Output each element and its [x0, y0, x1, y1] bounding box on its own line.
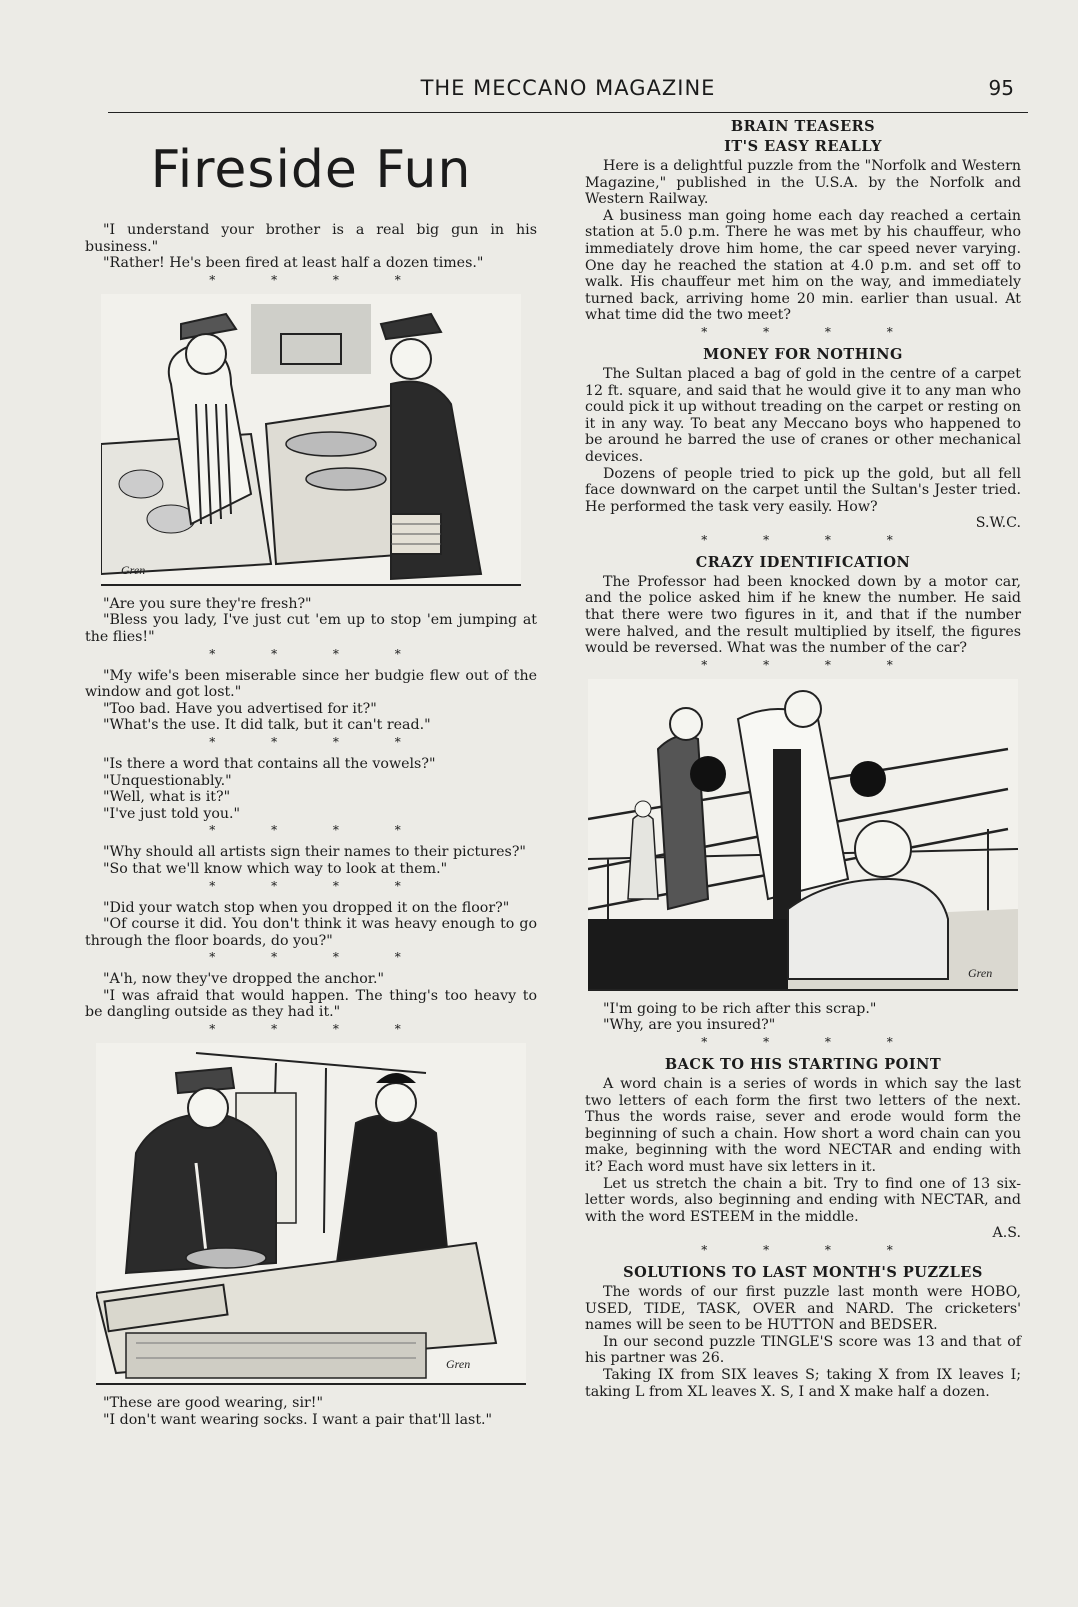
puzzle-title: SOLUTIONS TO LAST MONTH'S PUZZLES	[623, 1263, 983, 1281]
joke-line: "Too bad. Have you advertised for it?"	[103, 700, 377, 717]
puzzle-title: CRAZY IDENTIFICATION	[695, 553, 911, 571]
joke-line: "A'h, now they've dropped the anchor."	[103, 971, 385, 988]
puzzle-signature: A.S.	[992, 1225, 1021, 1242]
puzzle-text: Dozens of people tried to pick up the gold, but all fell face downward on the carpet until the Sultan's Jester tried. He performed the task very easily. How?	[585, 465, 1021, 515]
joke-line: "So that we'll know which way to look at them."	[103, 860, 448, 877]
joke-line: "These are good wearing, sir!"	[103, 1395, 323, 1412]
cartoon-signature: Gren	[446, 1357, 471, 1372]
page-header	[108, 74, 1028, 113]
joke-line: "I've just told you."	[103, 805, 241, 822]
joke-line: "Why, are you insured?"	[603, 1017, 776, 1034]
joke-line: "Bless you lady, I've just cut 'em up to stop 'em jumping at the flies!"	[85, 612, 537, 645]
section-heading: BRAIN TEASERS	[730, 118, 876, 135]
magazine-title: THE MECCANO MAGAZINE	[420, 76, 716, 100]
joke-line: "I'm going to be rich after this scrap."	[603, 1000, 877, 1017]
puzzle-text: The Sultan placed a bag of gold in the centre of a carpet 12 ft. square, and said that he would give it to any man who could pick it up without treading on the carpet or resting on it in any way. To beat any Meccano boys who happened to be around he barred the use of cranes or other mechanical devices.	[585, 365, 1021, 465]
cartoon-shop-counter	[96, 1043, 526, 1385]
solution-text: The words of our first puzzle last month were HOBO, USED, TIDE, TASK, OVER and NARD. The cricketers' names will be seen to be HUTTON and BEDSER.	[585, 1283, 1021, 1334]
joke-line: "I was afraid that would happen. The thing's too heavy to be dangling outside as they had it."	[85, 987, 537, 1021]
puzzle-text: A business man going home each day reached a certain station at 5.0 p.m. There he was met by his chauffeur, who immediately drove him home, the car speed never varying. One day he reached the station at 4.0 p.m. and set off to walk. His chauffeur met him on the way, and immediately turned back, arriving home 20 min. earlier than usual. At what time did the two meet?	[585, 207, 1021, 324]
separator-stars: * * * *	[209, 1022, 427, 1037]
page-number: 95	[988, 76, 1014, 100]
separator-stars: * * * *	[701, 324, 919, 339]
cartoon-fishmonger	[101, 294, 521, 586]
separator-stars: * * * *	[701, 1242, 919, 1257]
joke-line: "Did your watch stop when you dropped it on the floor?"	[103, 899, 510, 916]
puzzle-title: MONEY FOR NOTHING	[703, 345, 903, 363]
separator-stars: * * * *	[701, 532, 919, 547]
solution-text: In our second puzzle TINGLE'S score was 13 and that of his partner was 26.	[585, 1333, 1021, 1367]
joke-line: "Unquestionably."	[103, 772, 232, 789]
joke-line: "Well, what is it?"	[103, 789, 231, 806]
joke-line: "I understand your brother is a real big gun in his business."	[85, 222, 537, 255]
puzzle-text: A word chain is a series of words in which say the last two letters of each form the first two letters of the next. Thus the words raise, sever and erode would form the beginning of such a chain. How short a word chain can you make, beginning with the word NECTAR and ending with it? Each word must have six letters in it.	[585, 1076, 1021, 1175]
separator-stars: * * * *	[209, 734, 427, 749]
joke-line: "I don't want wearing socks. I want a pair that'll last."	[103, 1411, 493, 1428]
joke-line: "What's the use. It did talk, but it can't read."	[103, 717, 431, 734]
section-title: Fireside Fun	[150, 140, 472, 200]
joke-line: "Are you sure they're fresh?"	[103, 595, 312, 612]
puzzle-text: Let us stretch the chain a bit. Try to find one of 13 six-letter words, also beginning and ending with NECTAR, and with the word ESTEEM in the middle.	[585, 1175, 1021, 1225]
puzzle-signature: S.W.C.	[975, 515, 1021, 532]
separator-stars: * * * *	[209, 646, 427, 661]
cartoon-boxing-ring	[588, 679, 1018, 991]
cartoon-signature: Gren	[121, 562, 146, 577]
joke-line: "Rather! He's been fired at least half a dozen times."	[103, 255, 484, 272]
puzzle-text: Here is a delightful puzzle from the "Norfolk and Western Magazine," published in the U.S.A. by the Norfolk and Western Railway.	[585, 158, 1021, 208]
separator-stars: * * * *	[209, 878, 427, 893]
joke-line: "Of course it did. You don't think it was heavy enough to go through the floor boards, do you?"	[85, 916, 537, 949]
separator-stars: * * * *	[209, 272, 427, 287]
right-column	[585, 118, 1021, 1400]
joke-line: "My wife's been miserable since her budgie flew out of the window and got lost."	[85, 667, 537, 701]
puzzle-title: IT'S EASY REALLY	[724, 138, 882, 155]
puzzle-text: The Professor had been knocked down by a motor car, and the police asked him if he knew the number. He said that there were two figures in it, and that if the number were halved, and the result multiplied by itself, the figures would be reversed. What was the number of the car?	[585, 573, 1021, 657]
separator-stars: * * * *	[209, 950, 427, 965]
cartoon-signature: Gren	[968, 965, 993, 980]
solution-text: Taking IX from SIX leaves S; taking X from IX leaves I; taking L from XL leaves X. S, I and X make half a dozen.	[585, 1366, 1021, 1400]
puzzle-title: BACK TO HIS STARTING POINT	[664, 1056, 942, 1074]
joke-line: "Is there a word that contains all the vowels?"	[103, 755, 436, 772]
left-column	[85, 118, 537, 1428]
separator-stars: * * * *	[701, 1035, 919, 1050]
separator-stars: * * * *	[701, 657, 919, 672]
separator-stars: * * * *	[209, 823, 427, 838]
joke-line: "Why should all artists sign their names to their pictures?"	[103, 844, 526, 861]
